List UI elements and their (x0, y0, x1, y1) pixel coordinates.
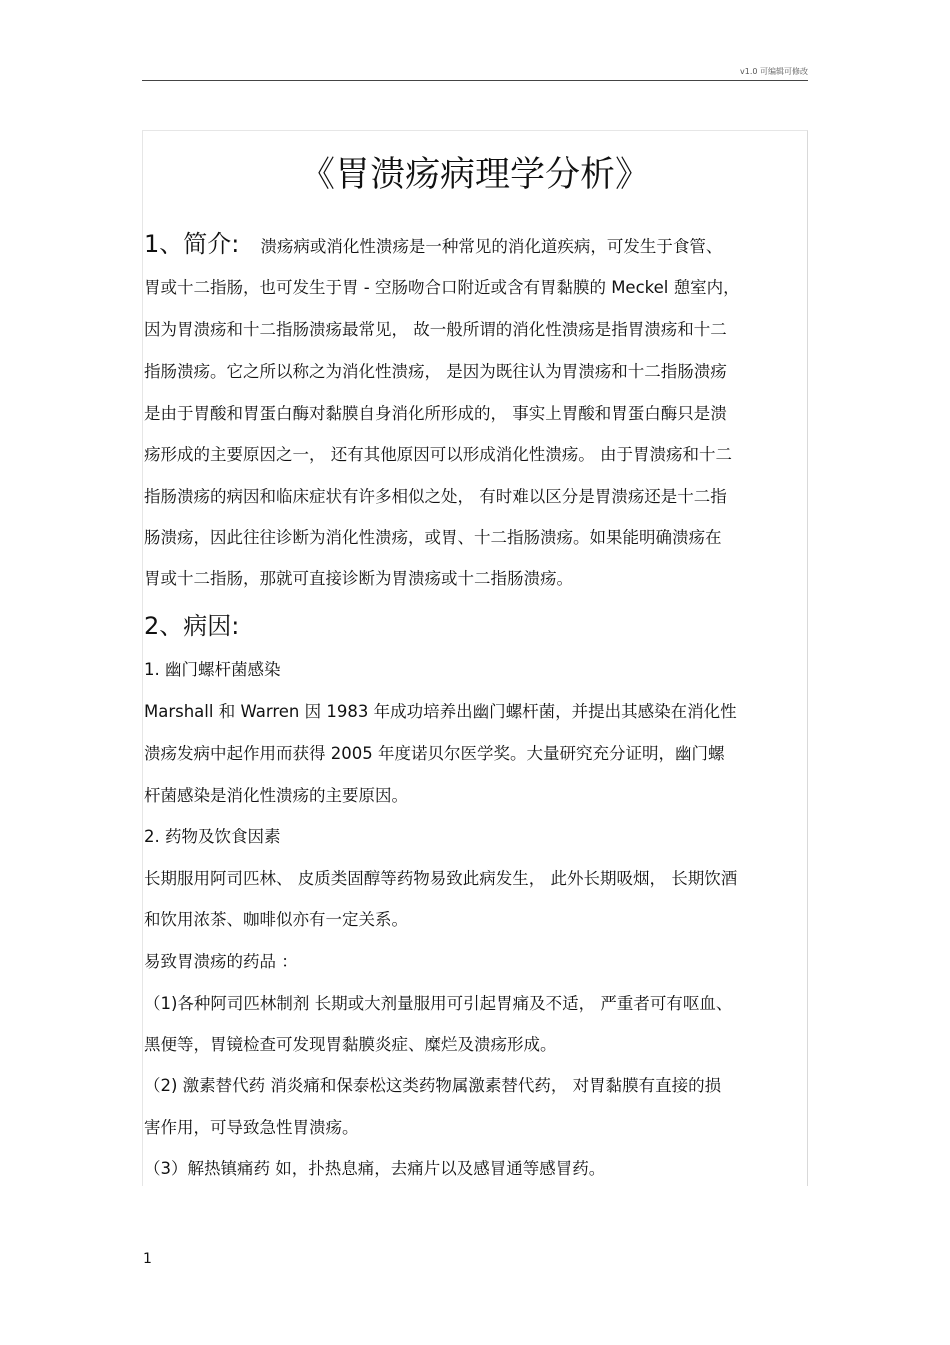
paragraph-line: 杆菌感染是消化性溃疡的主要原因。 (144, 786, 408, 805)
paragraph-line: 肠溃疡，因此往往诊断为消化性溃疡，或胃、十二指肠溃疡。如果能明确溃疡在 (144, 528, 722, 547)
paragraph-line: 指肠溃疡的病因和临床症状有许多相似之处， 有时难以区分是胃溃疡还是十二指 (144, 487, 727, 506)
paragraph-line: （2) 激素替代药 消炎痛和保泰松这类药物属激素替代药， 对胃黏膜有直接的损 (144, 1076, 722, 1095)
paragraph-line: （1)各种阿司匹林制剂 长期或大剂量服用可引起胃痛及不适， 严重者可有呕血、 (144, 994, 733, 1013)
paragraph-line: 溃疡发病中起作用而获得 2005 年度诺贝尔医学奖。大量研究充分证明，幽门螺 (144, 744, 725, 763)
paragraph-line: 是由于胃酸和胃蛋白酶对黏膜自身消化所形成的， 事实上胃酸和胃蛋白酶只是溃 (144, 404, 727, 423)
paragraph-line: 胃或十二指肠，也可发生于胃 - 空肠吻合口附近或含有胃黏膜的 Meckel 憩室内， (144, 278, 740, 297)
paragraph-line: 疡形成的主要原因之一， 还有其他原因可以形成消化性溃疡。 由于胃溃疡和十二 (144, 445, 732, 464)
section-1-first-line (144, 229, 722, 259)
paragraph-line: 和饮用浓茶、咖啡似亦有一定关系。 (144, 910, 408, 929)
paragraph-line: 易致胃溃疡的药品 ： (144, 952, 298, 971)
section-1-heading: 1、简介: (144, 230, 240, 258)
paragraph-line: 长期服用阿司匹林、 皮质类固醇等药物易致此病发生， 此外长期吸烟， 长期饮酒 (144, 869, 738, 888)
paragraph-line: （3）解热镇痛药 如，扑热息痛，去痛片以及感冒通等感冒药。 (144, 1159, 606, 1178)
paragraph-line: 溃疡病或消化性溃疡是一种常见的消化道疾病，可发生于食管、 (260, 237, 723, 256)
paragraph-line: 害作用，可导致急性胃溃疡。 (144, 1118, 359, 1137)
page-number: 1 (143, 1251, 152, 1267)
section-2-heading: 2、病因: (144, 612, 240, 640)
subsection-heading: 2. 药物及饮食因素 (144, 827, 281, 846)
paragraph-line: 因为胃溃疡和十二指肠溃疡最常见， 故一般所谓的消化性溃疡是指胃溃疡和十二 (144, 320, 727, 339)
paragraph-line: 指肠溃疡。它之所以称之为消化性溃疡， 是因为既往认为胃溃疡和十二指肠溃疡 (144, 362, 727, 381)
paragraph-line: 胃或十二指肠，那就可直接诊断为胃溃疡或十二指肠溃疡。 (144, 569, 573, 588)
document-title: 《胃溃疡病理学分析》 (299, 155, 650, 195)
paragraph-line: Marshall 和 Warren 因 1983 年成功培养出幽门螺杆菌，并提出其感染在消化性 (144, 702, 737, 721)
header-divider (142, 80, 808, 81)
version-note: v1.0 可编辑可修改 (740, 67, 808, 76)
subsection-heading: 1. 幽门螺杆菌感染 (144, 660, 281, 679)
paragraph-line: 黑便等，胃镜检查可发现胃黏膜炎症、糜烂及溃疡形成。 (144, 1035, 557, 1054)
